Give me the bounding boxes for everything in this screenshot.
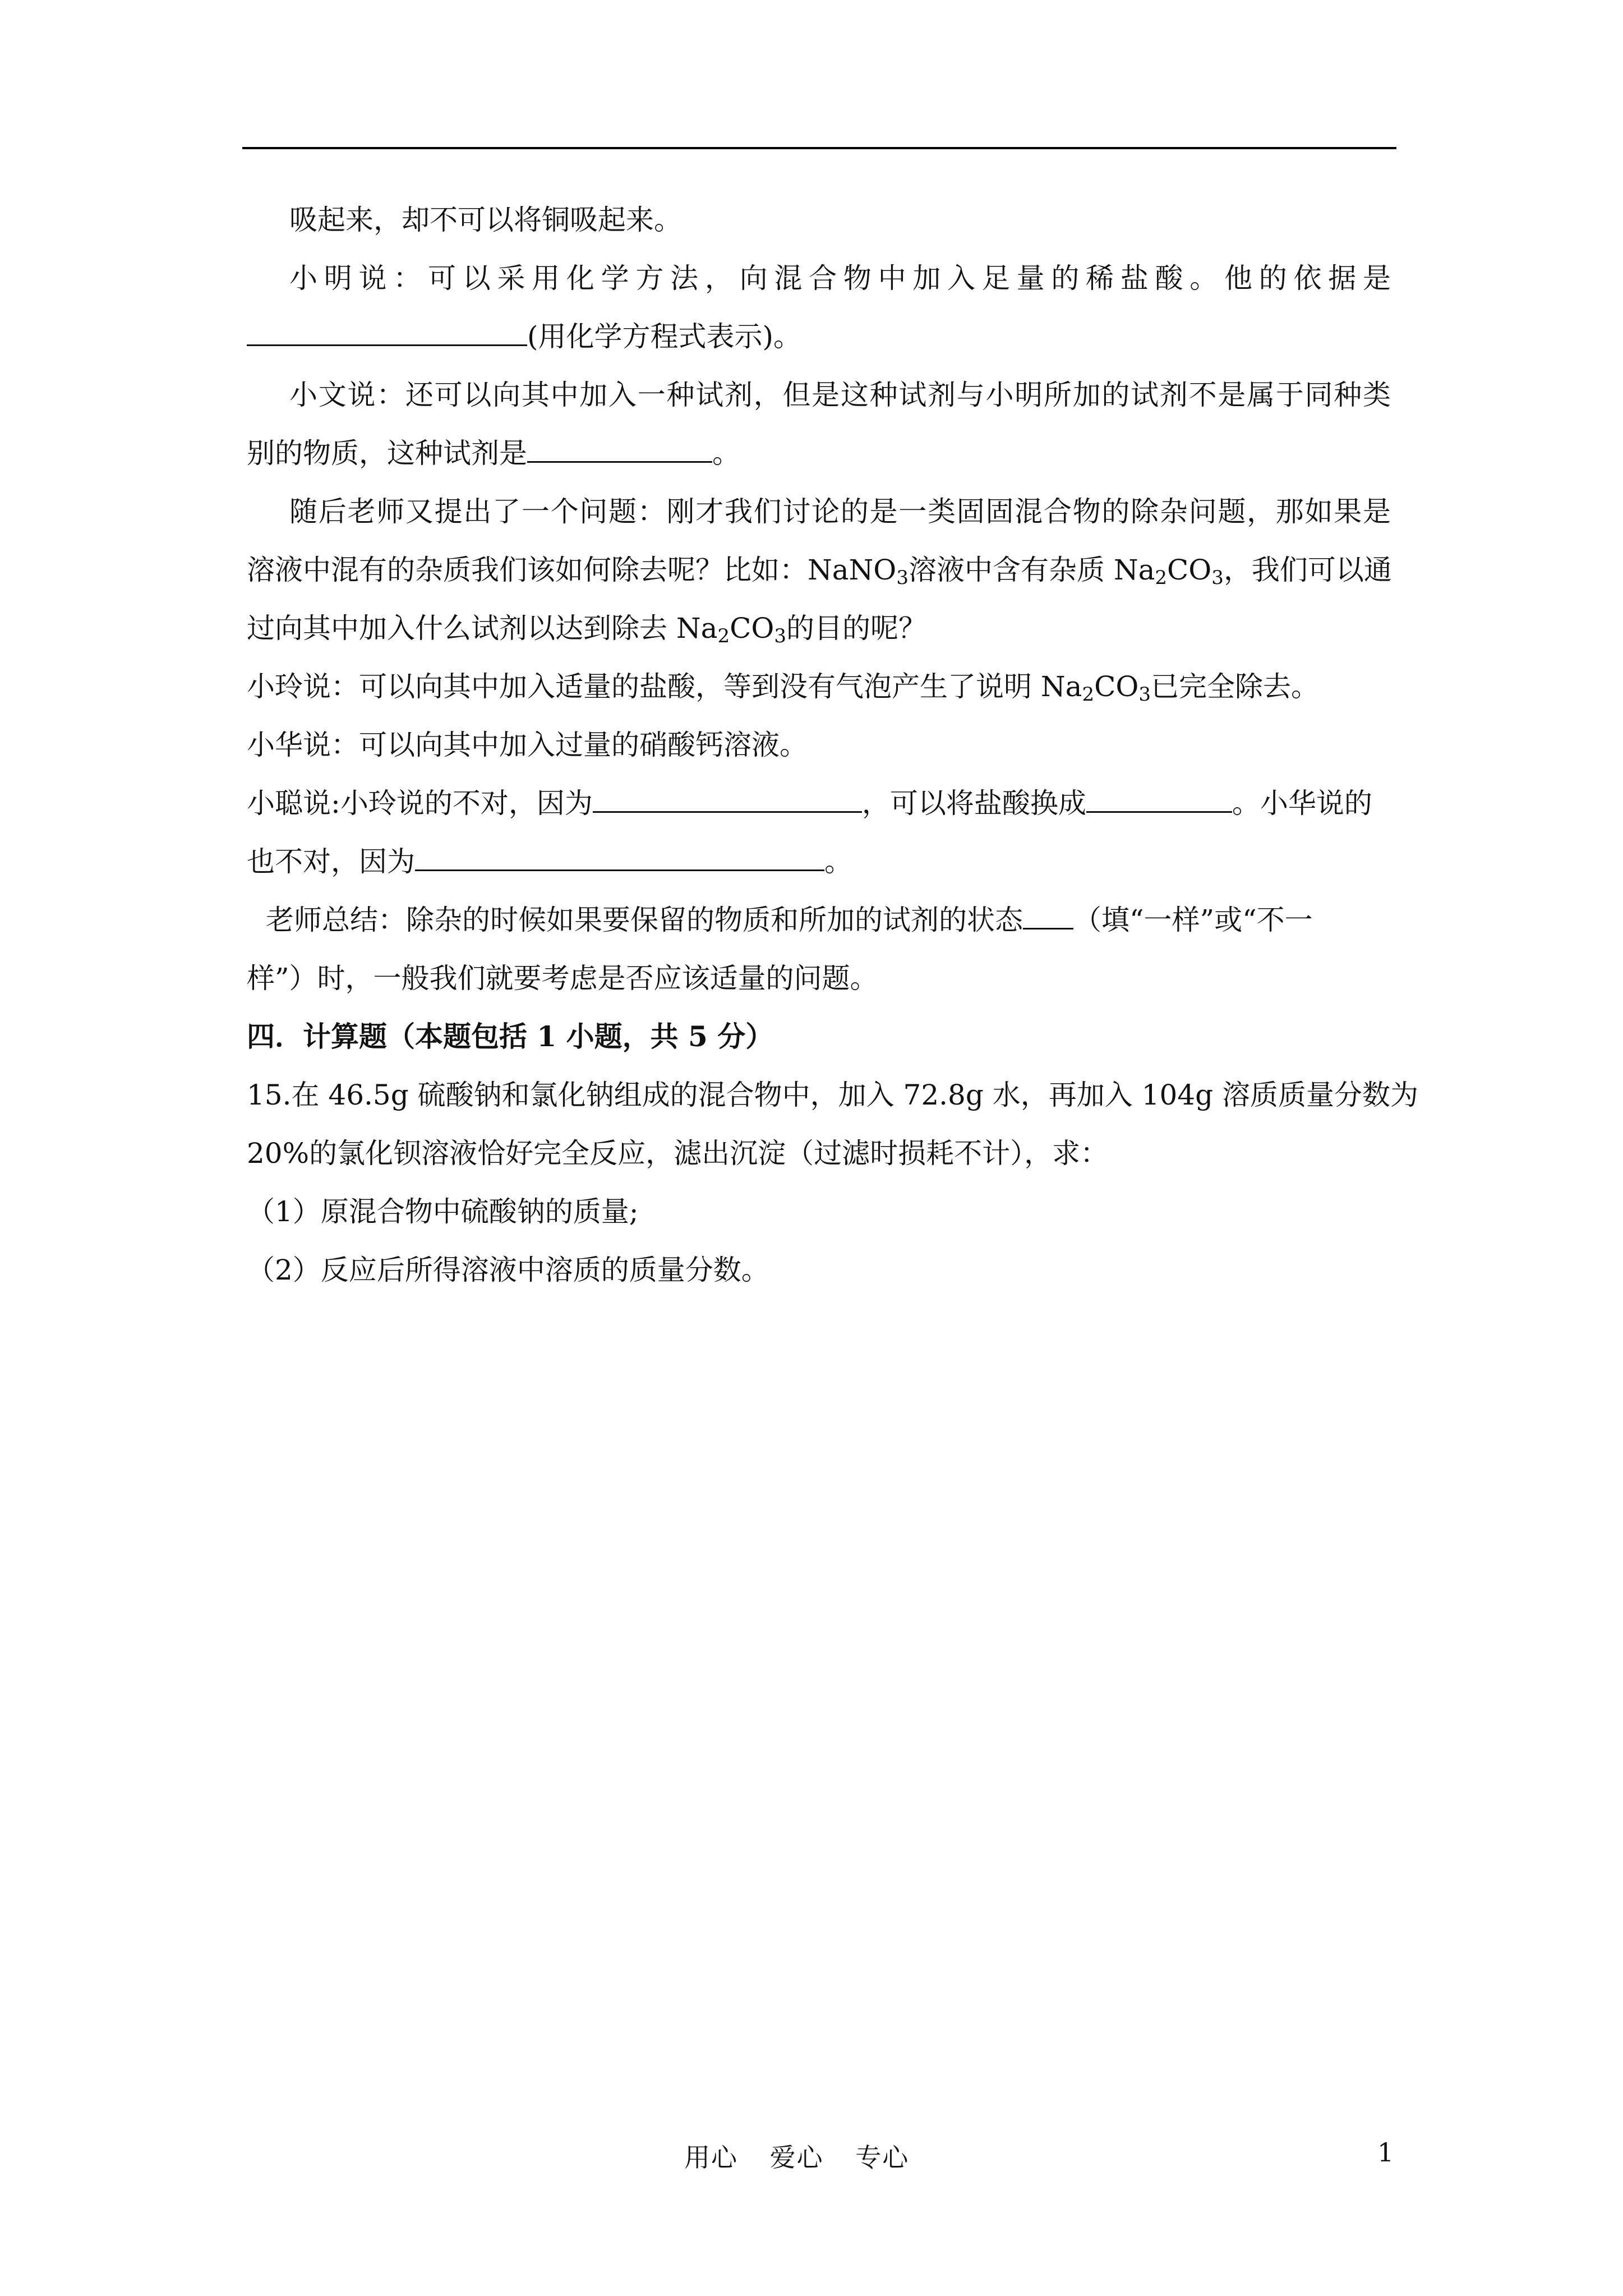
text-fragment: （填“一样”或“不一: [1073, 904, 1313, 936]
text-line: [247, 307, 1391, 366]
text-fragment: 老师总结：除杂的时候如果要保留的物质和所加的试剂的状态: [266, 904, 1023, 936]
question-line: （2）反应后所得溶液中溶质的质量分数。: [247, 1254, 769, 1286]
text-fragment: 溶液中混有的杂质我们该如何除去呢？比如：NaNO: [247, 554, 897, 586]
text-line: [247, 891, 1391, 949]
page-number: 1: [1377, 2137, 1394, 2168]
answer-blank: [527, 438, 712, 463]
text-line: [247, 599, 1391, 657]
question-line: 15.在 46.5g 硫酸钠和氯化钠组成的混合物中，加入 72.8g 水，再加入 104g 溶质质量分数为: [247, 1079, 1418, 1111]
text-fragment: 小玲说：可以向其中加入适量的盐酸，等到没有气泡产生了说明 Na: [247, 670, 1082, 703]
answer-blank: [1023, 904, 1073, 930]
subscript: 3: [1211, 567, 1224, 589]
text-line: 小文说：还可以向其中加入一种试剂，但是这种试剂与小明所加的试剂不是属于同种类: [289, 379, 1391, 411]
question-line: 20%的氯化钡溶液恰好完全反应，滤出沉淀（过滤时损耗不计），求：: [247, 1137, 1109, 1170]
subscript: 2: [1082, 683, 1095, 706]
text-fragment: 。小华说的: [1232, 787, 1372, 820]
subscript: 3: [1138, 683, 1151, 706]
text-fragment: 过向其中加入什么试剂以达到除去 Na: [247, 612, 718, 645]
text-fragment: CO: [1094, 670, 1139, 703]
answer-blank: [247, 321, 527, 346]
text-line: [247, 832, 1391, 891]
text-line: 小华说：可以向其中加入过量的硝酸钙溶液。: [247, 729, 808, 761]
header-rule: [242, 147, 1396, 149]
text-fragment: 小聪说:小玲说的不对，因为: [247, 787, 593, 820]
question-line: （1）原混合物中硫酸钠的质量;: [247, 1195, 639, 1228]
subscript: 3: [896, 567, 909, 589]
text-fragment: 溶液中含有杂质 Na: [908, 554, 1155, 586]
text-fragment: 也不对，因为: [247, 845, 415, 878]
answer-blank: [593, 788, 862, 813]
answer-blank: [415, 846, 824, 871]
text-line: [247, 424, 1391, 482]
text-fragment: ，我们可以通: [1223, 554, 1392, 586]
text-fragment: 别的物质，这种试剂是: [247, 437, 527, 470]
text-line: 随后老师又提出了一个问题：刚才我们讨论的是一类固固混合物的除杂问题，那如果是: [289, 495, 1391, 528]
text-fragment: CO: [730, 612, 774, 645]
subscript: 2: [717, 625, 730, 647]
section-heading: 四．计算题（本题包括 1 小题，共 5 分）: [247, 1020, 774, 1053]
answer-blank: [1086, 788, 1232, 813]
subscript: 3: [774, 625, 786, 647]
text-line: [247, 657, 1391, 716]
text-line: 吸起来，却不可以将铜吸起来。: [289, 204, 682, 236]
text-fragment: 。: [824, 845, 852, 878]
text-fragment: ，可以将盐酸换成: [861, 787, 1086, 820]
footer-motto: 用心 爱心 专心: [684, 2142, 910, 2173]
text-line: 小明说：可以采用化学方法，向混合物中加入足量的稀盐酸。他的依据是: [289, 262, 1391, 295]
text-line: [247, 774, 1391, 832]
text-fragment: 已完全除去。: [1150, 670, 1319, 703]
document-body: [247, 191, 1418, 1299]
text-fragment: (用化学方程式表示)。: [527, 320, 802, 353]
text-fragment: 。: [712, 437, 740, 470]
text-fragment: 的目的呢？: [786, 612, 926, 645]
text-line: 样”）时，一般我们就要考虑是否应该适量的问题。: [247, 962, 878, 995]
text-fragment: CO: [1167, 554, 1212, 586]
subscript: 2: [1155, 567, 1168, 589]
text-line: [247, 541, 1391, 599]
